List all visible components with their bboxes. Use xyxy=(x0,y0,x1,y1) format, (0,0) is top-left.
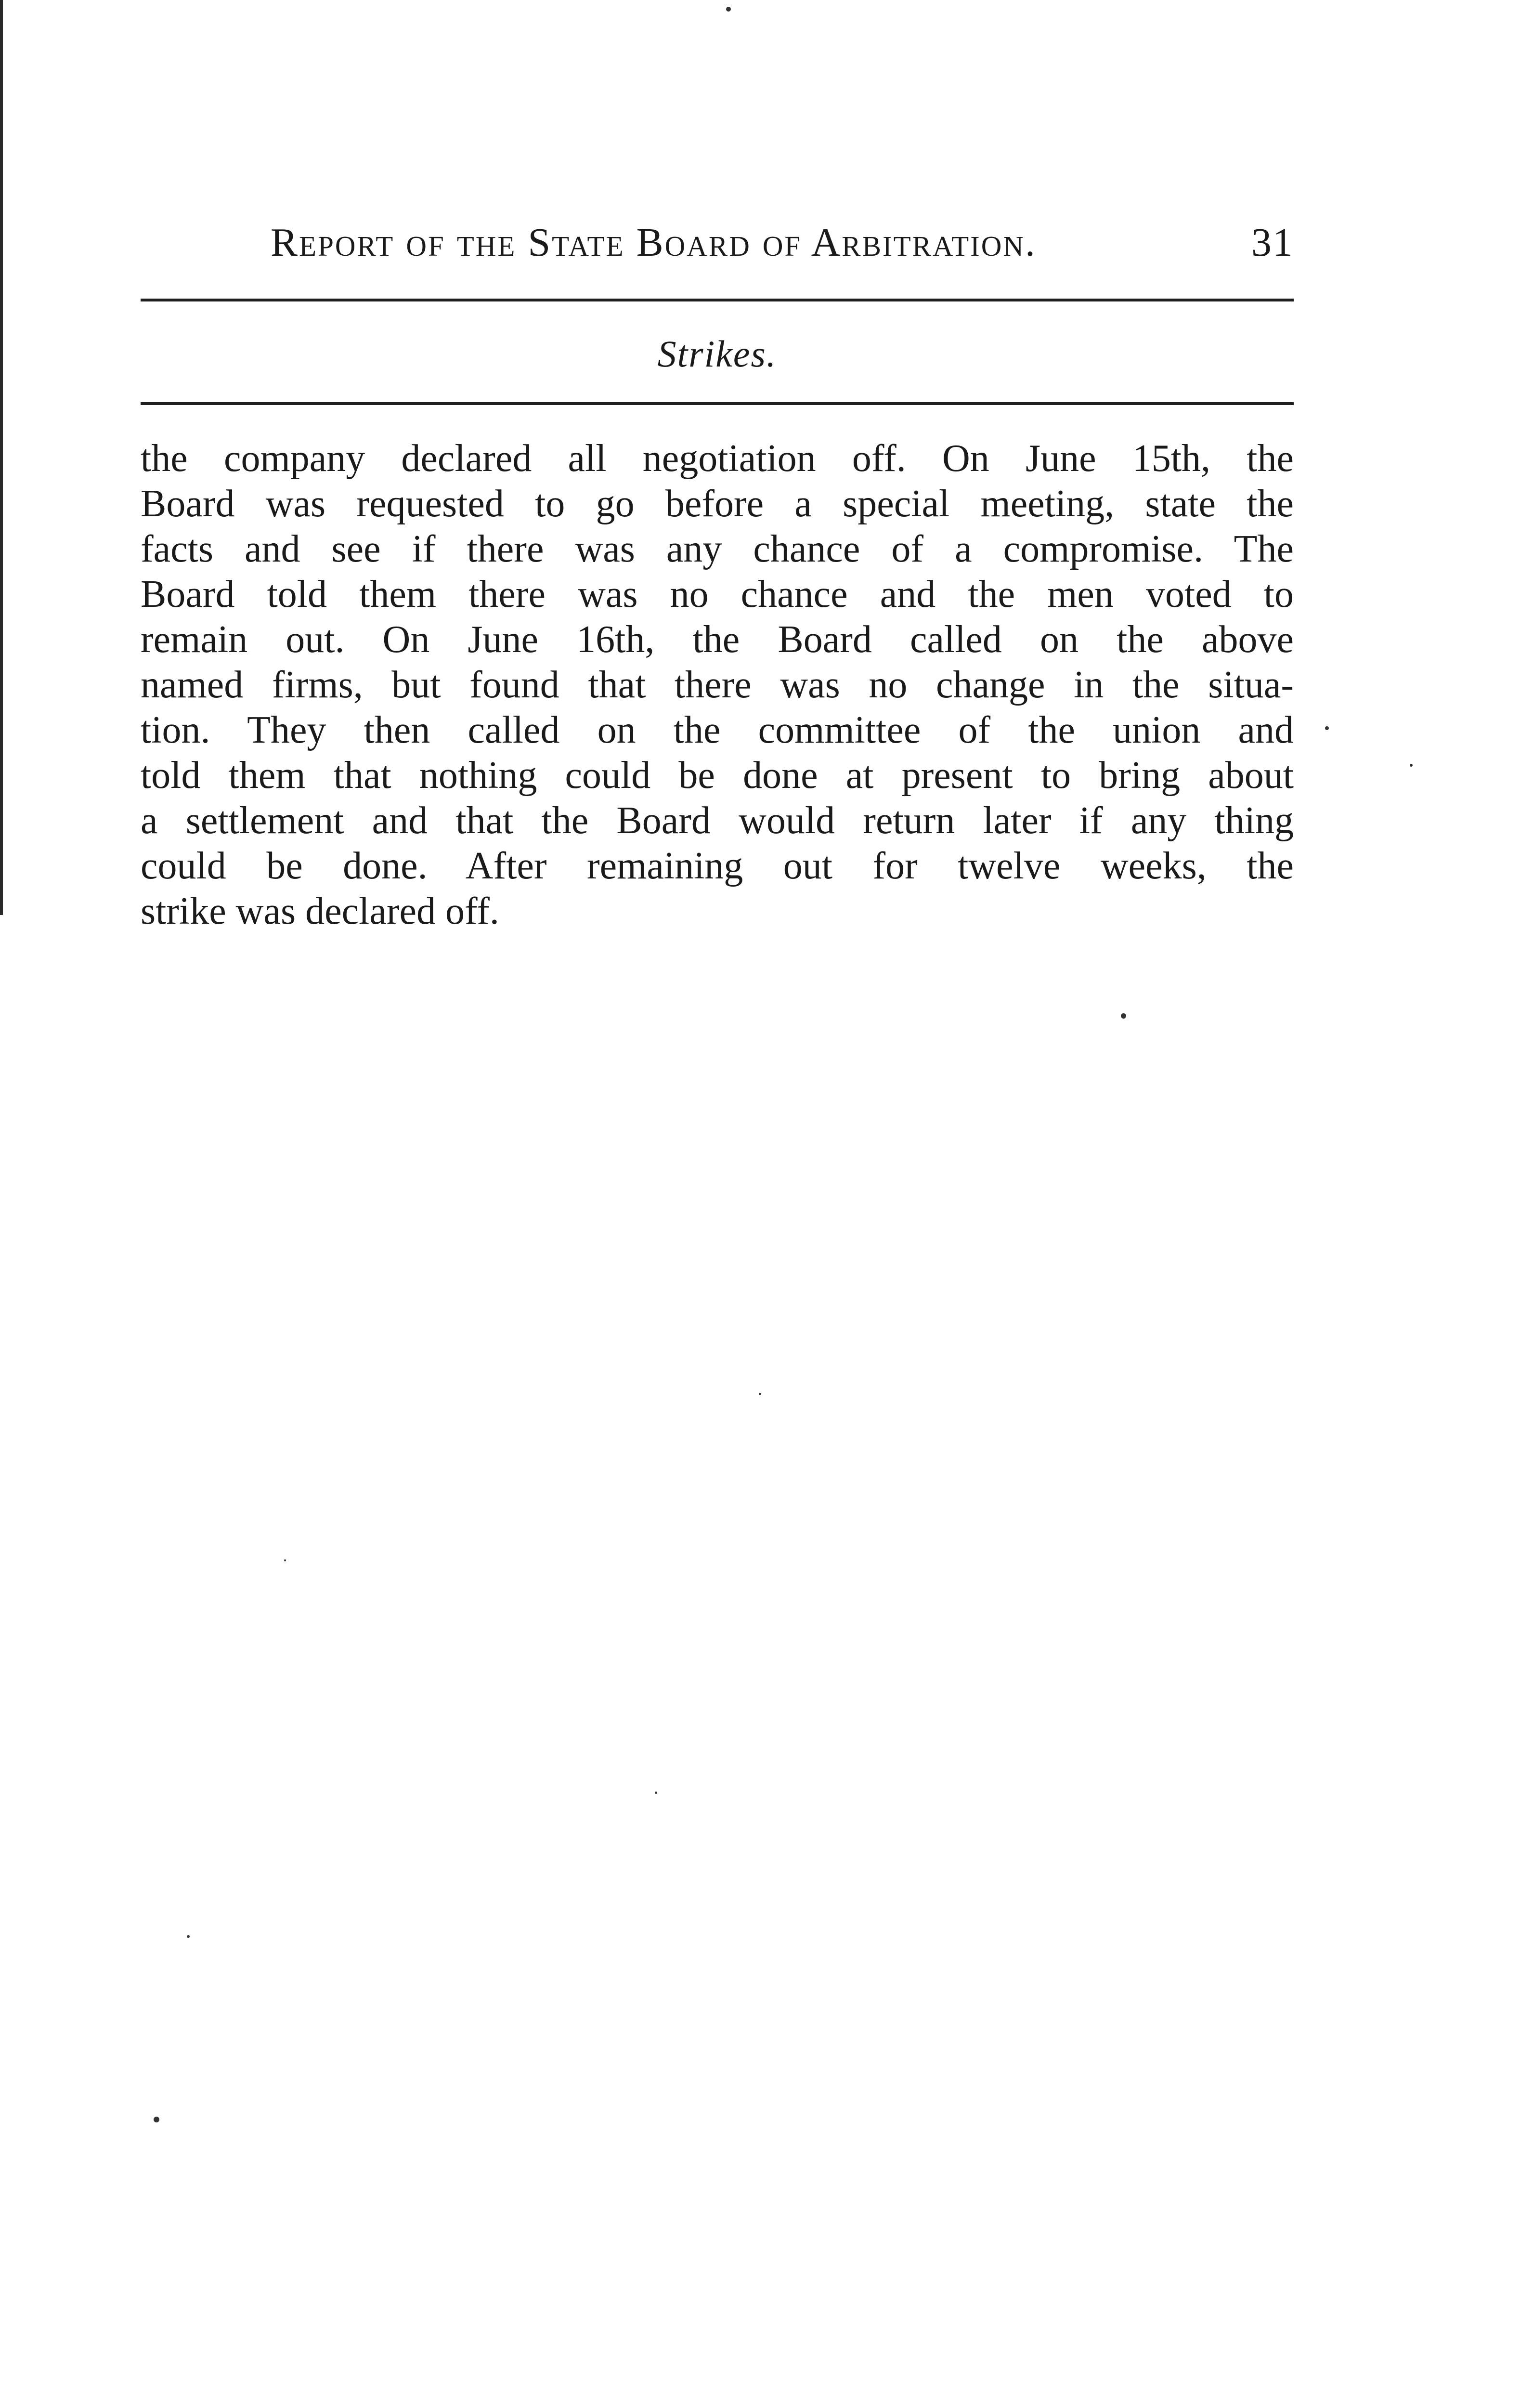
text-line: named firms, but found that there was no change in the situa- xyxy=(141,664,1294,706)
text-line: remain out. On June 16th, the Board called on the above xyxy=(141,618,1294,661)
header-rule-bottom xyxy=(141,402,1294,405)
scan-speck xyxy=(655,1792,657,1794)
body-paragraph xyxy=(141,436,1294,934)
page-number: 31 xyxy=(1251,220,1294,265)
page-edge-shadow xyxy=(0,0,3,915)
text-line: tion. They then called on the committee of the union and xyxy=(141,709,1294,751)
text-line: told them that nothing could be done at present to bring about xyxy=(141,754,1294,797)
scan-speck xyxy=(284,1559,286,1561)
text-line: the company declared all negotiation off. On June 15th, the xyxy=(141,437,1294,480)
scan-speck xyxy=(726,7,731,12)
text-line: Board was requested to go before a special meeting, state the xyxy=(141,483,1294,525)
scan-speck xyxy=(1325,726,1329,730)
scan-speck xyxy=(1410,764,1413,767)
text-line: Board told them there was no chance and the men voted to xyxy=(141,573,1294,615)
running-title: Report of the State Board of Arbitration. xyxy=(271,220,1037,265)
running-header xyxy=(141,219,1294,272)
text-line: facts and see if there was any chance of a compromise. The xyxy=(141,528,1294,570)
section-title: Strikes. xyxy=(657,333,777,375)
scan-speck xyxy=(187,1935,190,1938)
text-line: a settlement and that the Board would return later if any thing xyxy=(141,799,1294,842)
header-rule-top xyxy=(141,299,1294,301)
scan-speck xyxy=(154,2117,159,2122)
scan-speck xyxy=(759,1393,761,1395)
scan-speck xyxy=(1121,1013,1126,1019)
text-line: could be done. After remaining out for twelve weeks, the xyxy=(141,845,1294,887)
text-line: strike was declared off. xyxy=(141,890,499,932)
